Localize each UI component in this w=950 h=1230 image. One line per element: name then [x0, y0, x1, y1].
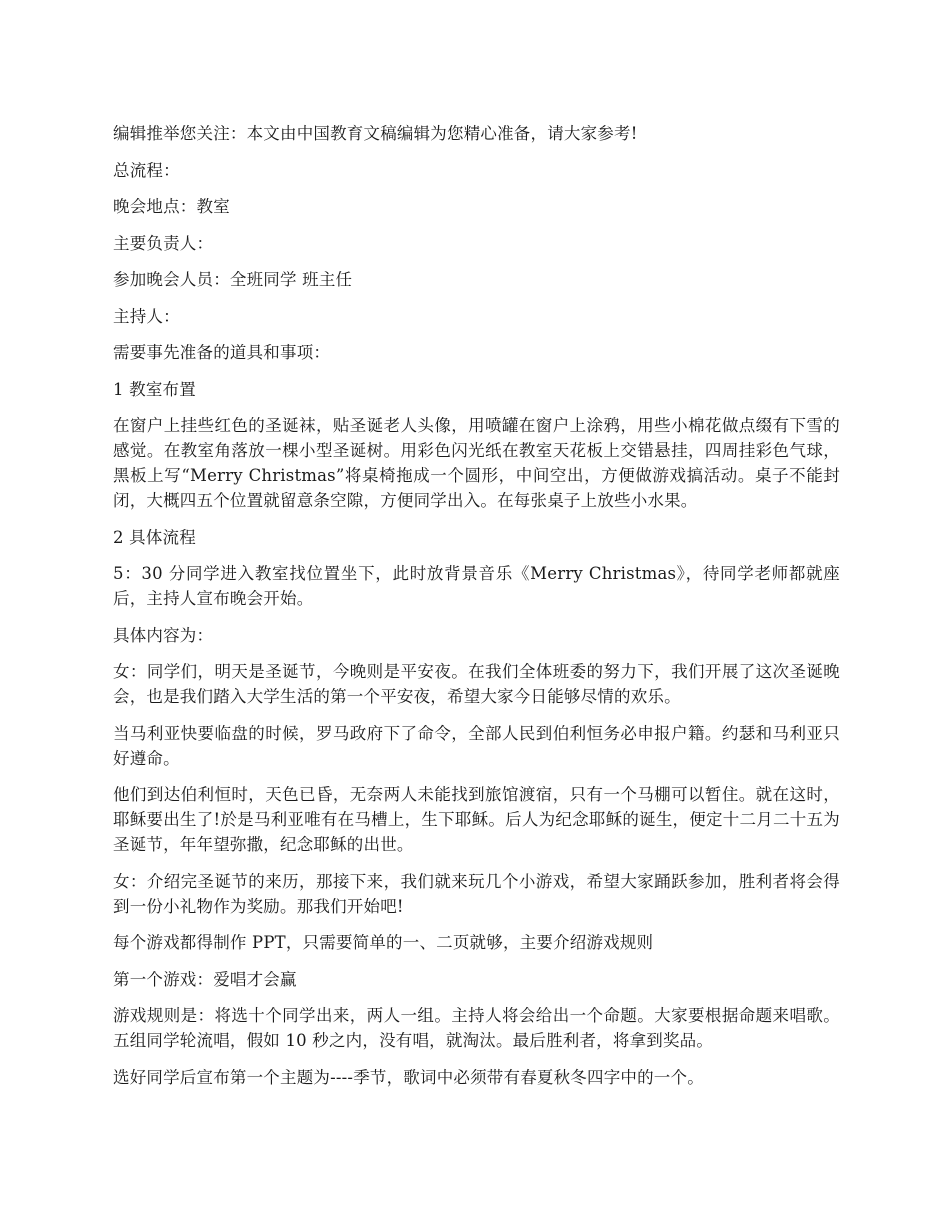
person-in-charge-line: 主要负责人：	[113, 233, 214, 253]
classroom-decoration-paragraph: 在窗户上挂些红色的圣诞袜，贴圣诞老人头像，用喷罐在窗户上涂鸦，用些小棉花做点缀有下雪的感觉。在教室角落放一棵小型圣诞树。用彩色闪光纸在教室天花板上交错悬挂，四周挂彩色气球，黑板上写“Merry Christmas”将桌椅拖成一个圆形，中间空出，方便做游戏搞活动。桌子不能封闭，大概四五个位置就留意条空隙，方便同学出入。在每张桌子上放些小水果。	[113, 416, 840, 510]
attendees-line: 参加晚会人员：全班同学 班主任	[113, 270, 353, 289]
venue-line: 晚会地点：教室	[113, 197, 230, 216]
games-intro-paragraph: 女：介绍完圣诞节的来历，那接下来，我们就来玩几个小游戏，希望大家踊跃参加，胜利者将会得到一份小礼物作为奖励。那我们开始吧!	[113, 871, 840, 916]
host-speech-paragraph: 女：同学们，明天是圣诞节，今晚则是平安夜。在我们全体班委的努力下，我们开展了这次圣诞晚会，也是我们踏入大学生活的第一个平安夜，希望大家今日能够尽情的欢乐。	[113, 662, 840, 706]
first-game-heading: 第一个游戏：爱唱才会赢	[113, 969, 297, 989]
classroom-decoration-heading: 1 教室布置	[113, 379, 196, 399]
ppt-note-paragraph: 每个游戏都得制作 PPT，只需要简单的一、二页就够，主要介绍游戏规则	[113, 933, 654, 952]
overall-process-heading: 总流程：	[113, 160, 180, 180]
intro-paragraph: 编辑推举您关注：本文由中国教育文稿编辑为您精心准备，请大家参考!	[113, 124, 638, 143]
detailed-process-heading: 2 具体流程	[113, 527, 196, 547]
content-heading: 具体内容为：	[113, 625, 214, 645]
first-theme-paragraph: 选好同学后宣布第一个主题为----季节，歌词中必须带有春夏秋冬四字中的一个。	[113, 1067, 704, 1087]
story-paragraph-1: 当马利亚快要临盘的时候，罗马政府下了命令，全部人民到伯利恒务必申报户籍。约瑟和马利亚只好遵命。	[113, 723, 840, 768]
game-rules-paragraph: 游戏规则是：将选十个同学出来，两人一组。主持人将会给出一个命题。大家要根据命题来唱歌。五组同学轮流唱，假如 10 秒之内，没有唱，就淘汰。最后胜利者，将拿到奖品。	[113, 1006, 840, 1050]
opening-paragraph: 5：30 分同学进入教室找位置坐下，此时放背景音乐《Merry Christmas》，待同学老师都就座后，主持人宣布晚会开始。	[113, 564, 840, 608]
document-body	[113, 121, 840, 1101]
host-line: 主持人：	[113, 306, 180, 326]
preparation-heading: 需要事先准备的道具和事项：	[113, 343, 331, 362]
story-paragraph-2: 他们到达伯利恒时，天色已昏，无奈两人未能找到旅馆渡宿，只有一个马棚可以暂住。就在这时，耶稣要出生了!於是马利亚唯有在马槽上，生下耶稣。后人为纪念耶稣的诞生，便定十二月二十五为圣诞节，年年望弥撒，纪念耶稣的出世。	[113, 785, 840, 854]
